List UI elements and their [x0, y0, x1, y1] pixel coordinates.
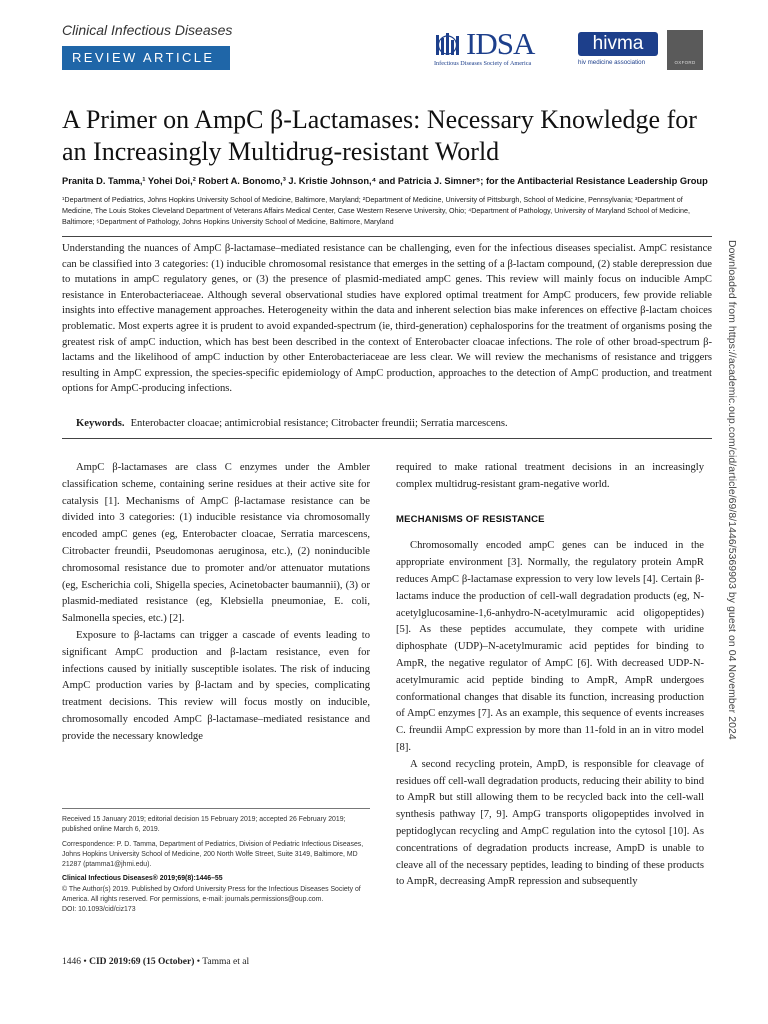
idsa-wordmark: IDSA: [466, 26, 535, 61]
body-paragraph: A second recycling protein, AmpD, is responsible for cleavage of residues off cell-wall degradation products, reducing their ability to bind to AmpR but still allowing them to be recycled back into the cell-wall synthesis pathway [7, 9]. AmpG transports oligopeptides involved in peptidoglycan recycling and AmpC regulation into the cytosol [10]. As concentrations of degradation products increase, AmpD is unable to cleave all of the necessary peptides, leading to binding of these products to AmpR, decreasing AmpR repression and subsequently: [396, 758, 704, 888]
keywords-line: [62, 416, 712, 432]
copyright: © The Author(s) 2019. Published by Oxford University Press for the Infectious Diseases Society of America. All rights reserved. For permissions, e-mail: journals.permissions@oup.com.: [62, 885, 361, 904]
idsa-emblem-icon: [434, 32, 464, 58]
keywords-text: Enterobacter cloacae; antimicrobial resistance; Citrobacter freundii; Serratia marcescens.: [130, 418, 508, 429]
idsa-logo[interactable]: [434, 26, 570, 70]
idsa-tagline: Infectious Diseases Society of America: [434, 60, 532, 67]
hivma-wordmark: hivma: [578, 32, 658, 56]
author-list: Pranita D. Tamma,¹ Yohei Doi,² Robert A. Bonomo,³ J. Kristie Johnson,⁴ and Patricia J. Simner⁵; for the Antibacterial Resistance Leadership Group: [62, 176, 708, 186]
page-number: 1446: [62, 957, 81, 967]
received-dates: Received 15 January 2019; editorial decision 15 February 2019; accepted 26 February 2019; published online March 6, 2019.: [62, 816, 346, 834]
footer-journal: CID 2019:69: [89, 957, 141, 967]
body-paragraph: AmpC β-lactamases are class C enzymes under the Ambler classification scheme, containing serine residues at their active site for catalysis [1]. Mechanisms of AmpC β-lactamase resistance can be divided into 3 categories: (1) inducible resistance via chromosomally encoded ampC genes (eg, Enterobacter cloacae, Serratia marcescens, Citrobacter freundii, Pseudomonas aeruginosa, etc.), (2) noninducible chromosomal resistance due to promoter and/or attenuator mutations (eg, Escherichia coli, Shigella species, Acinetobacter baumannii), (3) or plasmid-mediated resistance (eg, Klebsiella pneumoniae, E. coli, Salmonella species, etc.) [2].: [62, 462, 370, 625]
affiliations: ¹Department of Pediatrics, Johns Hopkins University School of Medicine, Baltimore, Maryland; ²Department of Medicine, University of Pittsburgh, School of Medicine, Pennsylvania; ³Department of Medicine, The Louis Stokes Cleveland Department of Veterans Affairs Medical Center, Case Western Reserve University, Ohio; ⁴Department of Pathology, University of Maryland School of Medicine, Baltimore; ⁵Department of Pathology, Johns Hopkins University School of Medicine, Baltimore, Maryland: [62, 195, 691, 226]
article-title: A Primer on AmpC β-Lactamases: Necessary Knowledge for an Increasingly Multidrug-resistant World: [62, 105, 697, 166]
footer-authors: Tamma et al: [202, 957, 250, 967]
footer-bullet: •: [83, 957, 87, 967]
section-heading: MECHANISMS OF RESISTANCE: [396, 513, 545, 525]
body-paragraph: required to make rational treatment decisions in an increasingly complex multidrug-resistant gram-negative world.: [396, 462, 704, 490]
body-paragraph: Chromosomally encoded ampC genes can be induced in the appropriate environment [3]. Normally, the regulatory protein AmpR reduces AmpC β-lactamase expression to very low levels [4]. Certain β-lactams induce the production of cell-wall degradation products (eg, N-acetylglucosamine-1,6-anhydro-N-acetylmuramic acid oligopeptides) [5]. As these peptides accumulate, they compete with uridine diphosphate (UDP)–N-acetylmuramic acid peptides for binding to AmpR, the negative regulator of AmpC [6]. With decreased UDP-N-acetylmuramic acid peptide binding to AmpR, AmpR undergoes conformational changes that disable its function, increasing production of AmpC enzymes [7]. As an example, this sequence of events increases C. freundii AmpC expression by more than 11-fold in an in vitro model [8].: [396, 540, 704, 753]
abstract-bottom-rule: [62, 438, 712, 439]
footnote-rule: [62, 808, 370, 809]
hivma-tagline: hiv medicine association: [578, 59, 646, 66]
correspondence: Correspondence: P. D. Tamma, Department of Pediatrics, Division of Pediatric Infectious Diseases, Johns Hopkins University School of Medicine, 200 North Wolfe Street, Suite 3149, Baltimore, MD 21287 (ptamma1@jhmi.edu).: [62, 840, 364, 869]
footer-issue: (15 October): [142, 957, 195, 967]
body-paragraph: Exposure to β-lactams can trigger a cascade of events leading to significant AmpC production and β-lactam resistance, even for infections caused by initially susceptible isolates. The risk of inducing AmpC production varies by β-lactam and by species, complicating treatment decisions. This review will focus mostly on inducible, chromosomally encoded AmpC β-lactamase–mediated resistance and provide the necessary knowledge: [62, 629, 370, 742]
body-column-left: [62, 460, 370, 746]
journal-name: Clinical Infectious Diseases: [62, 22, 233, 38]
abstract-top-rule: [62, 236, 712, 237]
download-watermark: [727, 240, 747, 800]
citation-line: Clinical Infectious Diseases® 2019;69(8):1446–55: [62, 875, 223, 883]
abstract: Understanding the nuances of AmpC β-lactamase–mediated resistance can be challenging, even for the infectious diseases specialist. AmpC resistance can be classified into 3 categories: (1) inducible chromosomal resistance that emerges in the setting of a β-lactam compound, (2) stable derepression due to mutations in ampC regulatory genes, or (3) the presence of plasmid-mediated ampC genes. This review will mainly focus on inducible AmpC resistance in Enterobacteriaceae. Although several observational studies have explored optimal treatment for AmpC producers, few provide reliable insights into effective management approaches. Heterogeneity within the data and inherent selection bias make inferences on effective β-lactam choices problematic. Most experts agree it is prudent to avoid expanded-spectrum (ie, third-generation) cephalosporins for the treatment of organisms posing the greatest risk of ampC induction, which has best been described in the context of Enterobacter cloacae infections. The role of other broad-spectrum β-lactams and the likelihood of ampC induction by other Enterobacteriaceae are less clear. We will review the mechanisms of resistance and triggers resulting in AmpC expression, the species-specific epidemiology of AmpC production, approaches to the detection of AmpC production, and treatment options for AmpC-producing infections.: [62, 243, 712, 395]
footer-bullet: •: [196, 957, 201, 967]
body-column-right: [396, 460, 704, 891]
keywords-label: Keywords.: [76, 418, 125, 429]
oxford-wordmark: OXFORD: [674, 60, 696, 65]
oxford-logo[interactable]: [667, 30, 703, 70]
section-label: REVIEW ARTICLE: [62, 46, 230, 70]
doi-link[interactable]: DOI: 10.1093/cid/ciz173: [62, 906, 136, 914]
page-footer: [62, 957, 462, 967]
download-note: Downloaded from https://academic.oup.com/cid/article/69/8/1446/5369903 by guest on 04 November 2024: [726, 240, 737, 740]
footnotes: [62, 815, 372, 920]
hivma-logo[interactable]: [578, 32, 658, 72]
